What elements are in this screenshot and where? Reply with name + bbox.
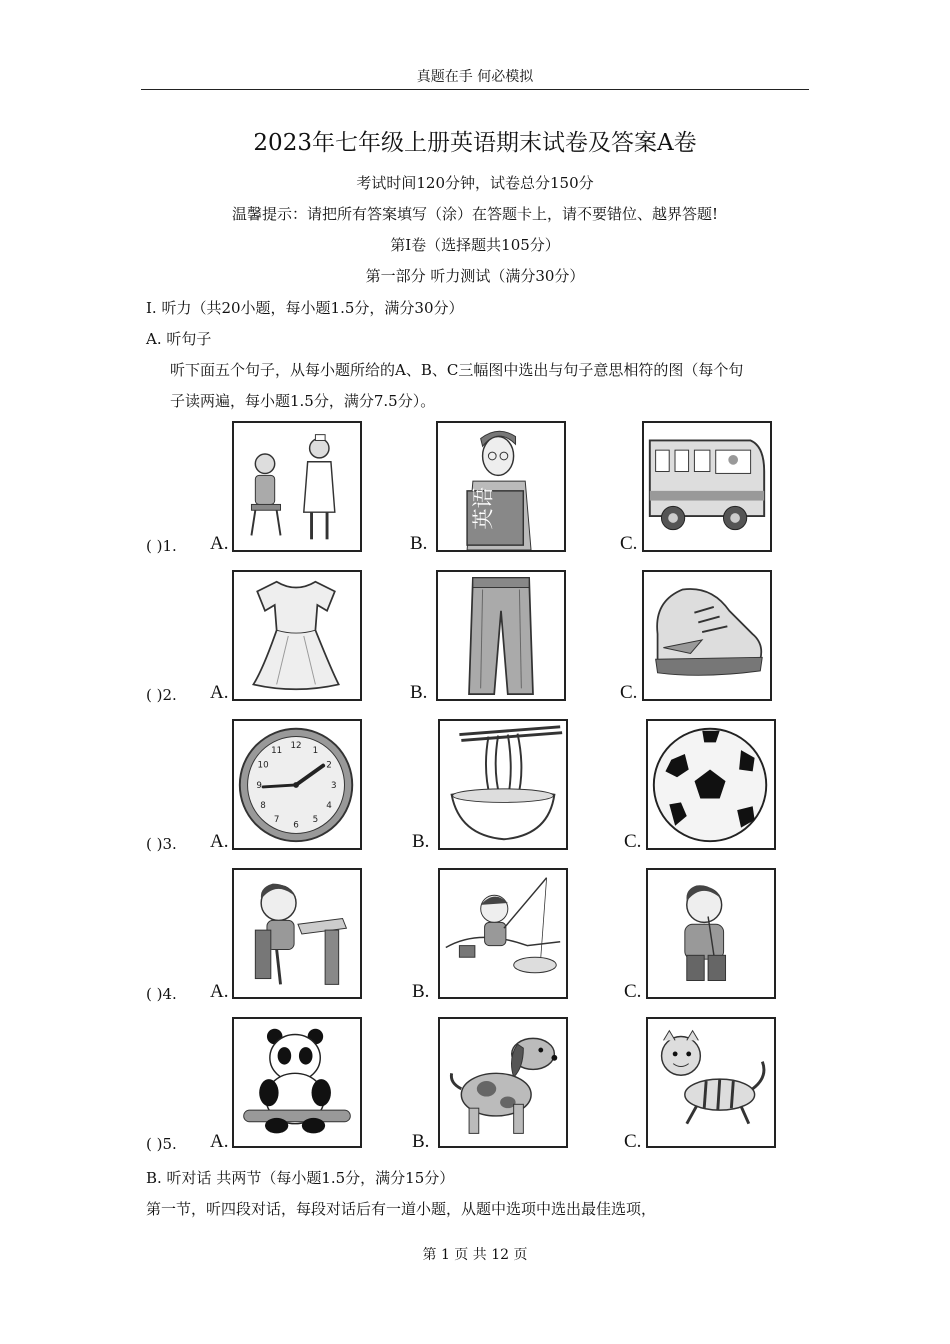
picture-bus: [642, 421, 772, 552]
option-c-label: C.: [624, 831, 642, 852]
picture-noodles: [438, 719, 568, 850]
question-2-label: ( )2.: [146, 686, 177, 704]
picture-dress: [232, 570, 362, 701]
option-b-label: B.: [410, 682, 428, 703]
noodles-illustration: [440, 721, 566, 848]
clock-illustration: [234, 721, 360, 848]
teacher-book-illustration: [438, 423, 564, 550]
svg-text:5: 5: [312, 814, 319, 825]
option-b-label: B.: [410, 533, 428, 554]
dress-illustration: [234, 572, 360, 699]
section-one-heading: I. 听力（共20小题，每小题1.5分，满分30分）: [146, 299, 464, 317]
picture-dog: [438, 1017, 568, 1148]
section-b-heading: B. 听对话 共两节（每小题1.5分，满分15分）: [146, 1169, 455, 1187]
svg-text:4: 4: [326, 801, 332, 812]
option-a-label: A.: [210, 831, 229, 852]
option-b-label: B.: [412, 1131, 430, 1152]
svg-text:英语: 英语: [471, 487, 497, 530]
dog-illustration: [440, 1019, 566, 1146]
page-footer: 第 1 页 共 12 页: [422, 1247, 528, 1263]
picture-panda: [232, 1017, 362, 1148]
picture-boy-fishing: [438, 868, 568, 999]
option-a-label: A.: [210, 682, 229, 703]
option-a-label: A.: [210, 533, 229, 554]
panda-illustration: [234, 1019, 360, 1146]
svg-text:7: 7: [273, 814, 280, 825]
question-4-label: ( )4.: [146, 985, 177, 1003]
option-a-label: A.: [210, 1131, 229, 1152]
option-b-label: B.: [412, 831, 430, 852]
option-a-label: A.: [210, 981, 229, 1002]
picture-teacher-with-english-book: [436, 421, 566, 552]
exam-time: 考试时间120分钟，试卷总分150分: [356, 174, 594, 192]
svg-text:2: 2: [326, 760, 332, 771]
option-c-label: C.: [624, 981, 642, 1002]
part-heading: 第一部分 听力测试（满分30分）: [365, 267, 585, 285]
picture-tiger: [646, 1017, 776, 1148]
boy-drawing-illustration: [234, 870, 360, 997]
svg-text:6: 6: [293, 820, 299, 831]
soccer-ball-illustration: [648, 721, 774, 848]
svg-text:8: 8: [260, 801, 266, 812]
tip-text: 温馨提示：请把所有答案填写（涂）在答题卡上，请不要错位、越界答题!: [231, 205, 719, 223]
header-divider: [141, 89, 809, 90]
section-a-heading: A. 听句子: [146, 330, 212, 348]
sneaker-illustration: [644, 572, 770, 699]
svg-text:11: 11: [271, 746, 283, 756]
trousers-illustration: [438, 572, 564, 699]
volume-heading: 第Ⅰ卷（选择题共105分）: [390, 236, 560, 254]
picture-soccer-ball: [646, 719, 776, 850]
boy-fishing-illustration: [440, 870, 566, 997]
picture-doctor-and-patient: [232, 421, 362, 552]
picture-boy-drawing: [232, 868, 362, 999]
option-b-label: B.: [412, 981, 430, 1002]
bus-illustration: [644, 423, 770, 550]
svg-text:3: 3: [331, 780, 337, 791]
svg-text:9: 9: [256, 780, 262, 791]
option-c-label: C.: [620, 533, 638, 554]
question-1-label: ( )1.: [146, 537, 177, 555]
svg-text:12: 12: [290, 741, 302, 752]
svg-text:10: 10: [257, 760, 269, 771]
picture-sneaker: [642, 570, 772, 701]
svg-text:1: 1: [312, 746, 319, 756]
doctor-patient-illustration: [234, 423, 360, 550]
option-c-label: C.: [620, 682, 638, 703]
page-header: 真题在手 何必模拟: [416, 69, 534, 85]
option-c-label: C.: [624, 1131, 642, 1152]
instruction-line-1: 听下面五个句子，从每小题所给的A、B、C三幅图中选出与句子意思相符的图（每个句: [170, 361, 744, 379]
exam-title: 2023年七年级上册英语期末试卷及答案A卷: [253, 130, 697, 156]
question-5-label: ( )5.: [146, 1135, 177, 1153]
picture-trousers: [436, 570, 566, 701]
instruction-line-2: 子读两遍，每小题1.5分，满分7.5分）。: [170, 392, 436, 410]
question-3-label: ( )3.: [146, 835, 177, 853]
boy-drinking-illustration: [648, 870, 774, 997]
picture-boy-drinking: [646, 868, 776, 999]
tiger-illustration: [648, 1019, 774, 1146]
part-one-instruction: 第一节，听四段对话，每段对话后有一道小题，从题中选项中选出最佳选项，: [146, 1200, 657, 1218]
picture-clock: [232, 719, 362, 850]
